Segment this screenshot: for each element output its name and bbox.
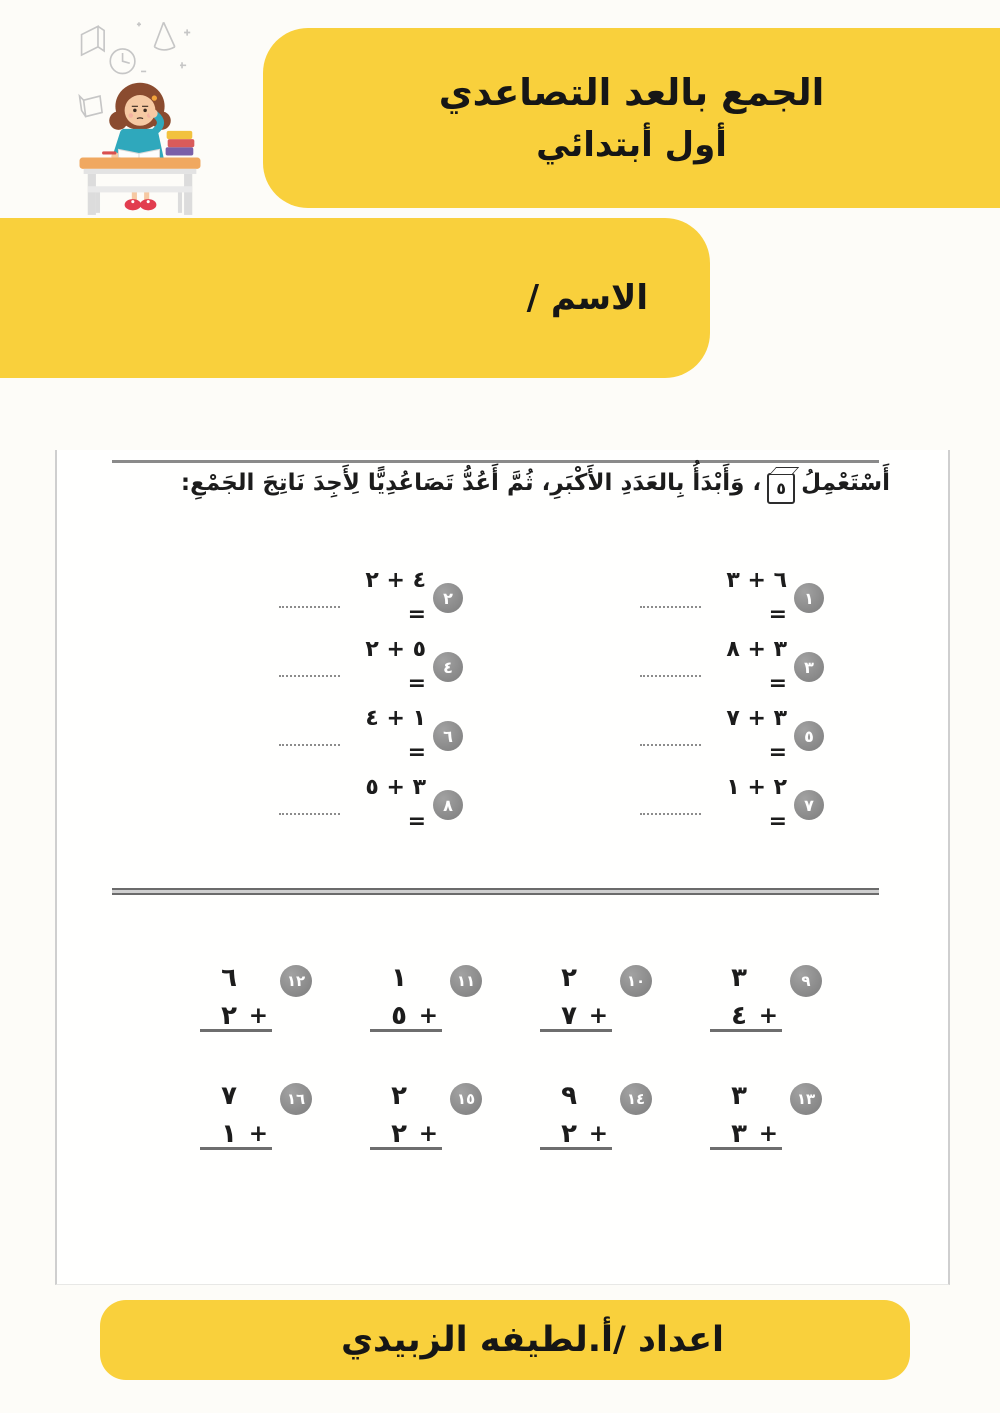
- problem-number-badge: ١٤: [620, 1083, 652, 1115]
- bottom-addend: ٥: [391, 1001, 407, 1031]
- problem-number-badge: ١٠: [620, 965, 652, 997]
- problem-number-badge: ٩: [790, 965, 822, 997]
- vertical-problems-grid: [192, 965, 822, 1161]
- top-addend: ٣: [731, 963, 747, 993]
- vertical-addition-problem: [362, 965, 482, 1043]
- problem-expression: ٣ + ٨ =: [726, 637, 787, 696]
- vertical-addition-problem: [702, 965, 822, 1043]
- vertical-addition-problem: [532, 965, 652, 1043]
- problem-number-badge: ٦: [433, 721, 463, 751]
- plus-sign: +: [248, 1003, 268, 1029]
- top-addend: ٢: [561, 963, 577, 993]
- answer-line[interactable]: [370, 1029, 442, 1032]
- bottom-addend: ٤: [731, 1001, 747, 1031]
- problem-number-badge: ١٢: [280, 965, 312, 997]
- top-addend: ١: [391, 963, 407, 993]
- vertical-addition-problem: [192, 965, 312, 1043]
- vertical-addition-problem: [362, 1083, 482, 1161]
- addition-problem: [279, 637, 463, 696]
- vertical-addition-problem: [192, 1083, 312, 1161]
- problem-number-badge: ٧: [794, 790, 824, 820]
- problem-number-badge: ١١: [450, 965, 482, 997]
- answer-dotted-line[interactable]: [640, 744, 701, 746]
- answer-dotted-line[interactable]: [640, 813, 701, 815]
- answer-line[interactable]: [710, 1147, 782, 1150]
- answer-line[interactable]: [200, 1147, 272, 1150]
- answer-dotted-line[interactable]: [640, 675, 701, 677]
- top-addend: ٢: [391, 1081, 407, 1111]
- answer-dotted-line[interactable]: [279, 744, 340, 746]
- answer-line[interactable]: [540, 1029, 612, 1032]
- problem-number-badge: ١٦: [280, 1083, 312, 1115]
- problem-expression: ٣ + ٥ =: [365, 775, 426, 834]
- bottom-addend: ٣: [731, 1119, 747, 1149]
- addition-problem: [640, 568, 824, 627]
- instruction-before-dice: أَسْتَعْمِلُ: [801, 470, 890, 496]
- horizontal-problems-grid: [279, 568, 824, 834]
- plus-sign: +: [588, 1003, 608, 1029]
- worksheet-scan: [55, 450, 950, 1285]
- problem-number-badge: ٤: [433, 652, 463, 682]
- plus-sign: +: [418, 1003, 438, 1029]
- section-divider: [112, 888, 879, 895]
- problem-number-badge: ٣: [794, 652, 824, 682]
- problem-number-badge: ١٣: [790, 1083, 822, 1115]
- addition-problem: [640, 706, 824, 765]
- credit-text: اعداد /أ.لطيفه الزبيدي: [340, 1320, 725, 1360]
- answer-line[interactable]: [370, 1147, 442, 1150]
- answer-dotted-line[interactable]: [640, 606, 701, 608]
- answer-dotted-line[interactable]: [279, 675, 340, 677]
- problem-number-badge: ١: [794, 583, 824, 613]
- top-addend: ٧: [221, 1081, 237, 1111]
- top-rule: [112, 460, 879, 463]
- bottom-addend: ٢: [221, 1001, 237, 1031]
- title-banner: [263, 28, 1000, 208]
- answer-line[interactable]: [710, 1029, 782, 1032]
- addition-problem: [279, 775, 463, 834]
- top-addend: ٣: [731, 1081, 747, 1111]
- problem-expression: ١ + ٤ =: [365, 706, 426, 765]
- credit-banner: [100, 1300, 910, 1380]
- addition-problem: [279, 568, 463, 627]
- plus-sign: +: [588, 1121, 608, 1147]
- vertical-addition-problem: [532, 1083, 652, 1161]
- plus-sign: +: [758, 1003, 778, 1029]
- bottom-addend: ٢: [561, 1119, 577, 1149]
- problem-number-badge: ٥: [794, 721, 824, 751]
- addition-problem: [279, 706, 463, 765]
- top-addend: ٩: [561, 1081, 577, 1111]
- name-field-band[interactable]: [0, 218, 710, 378]
- problem-expression: ٥ + ٢ =: [365, 637, 426, 696]
- answer-line[interactable]: [540, 1147, 612, 1150]
- name-label: الاسم /: [526, 278, 648, 318]
- vertical-addition-problem: [702, 1083, 822, 1161]
- problem-expression: ٤ + ٢ =: [365, 568, 426, 627]
- plus-sign: +: [758, 1121, 778, 1147]
- girl-studying-illustration: [70, 12, 210, 217]
- plus-sign: +: [248, 1121, 268, 1147]
- problem-number-badge: ١٥: [450, 1083, 482, 1115]
- instruction-after-dice: ، وَأَبْدَأُ بِالعَدَدِ الأَكْبَرِ، ثُمَّ أَعُدُّ تَصَاعُدِيًّا لِأَجِدَ نَاتِجَ الجَمْعِ:: [180, 470, 762, 496]
- addition-problem: [640, 637, 824, 696]
- answer-dotted-line[interactable]: [279, 606, 340, 608]
- top-addend: ٦: [221, 963, 237, 993]
- answer-line[interactable]: [200, 1029, 272, 1032]
- bottom-addend: ٧: [561, 1001, 577, 1031]
- problem-number-badge: ٨: [433, 790, 463, 820]
- answer-dotted-line[interactable]: [279, 813, 340, 815]
- worksheet-grade: أول أبتدائي: [536, 125, 727, 166]
- problem-expression: ٢ + ١ =: [726, 775, 787, 834]
- problem-expression: ٣ + ٧ =: [726, 706, 787, 765]
- bottom-addend: ٢: [391, 1119, 407, 1149]
- problem-number-badge: ٢: [433, 583, 463, 613]
- dice-icon: ٥: [767, 473, 795, 504]
- addition-problem: [640, 775, 824, 834]
- worksheet-title: الجمع بالعد التصاعدي: [438, 70, 825, 114]
- instruction-text: [181, 470, 890, 504]
- bottom-addend: ١: [221, 1119, 237, 1149]
- problem-expression: ٦ + ٣ =: [726, 568, 787, 627]
- plus-sign: +: [418, 1121, 438, 1147]
